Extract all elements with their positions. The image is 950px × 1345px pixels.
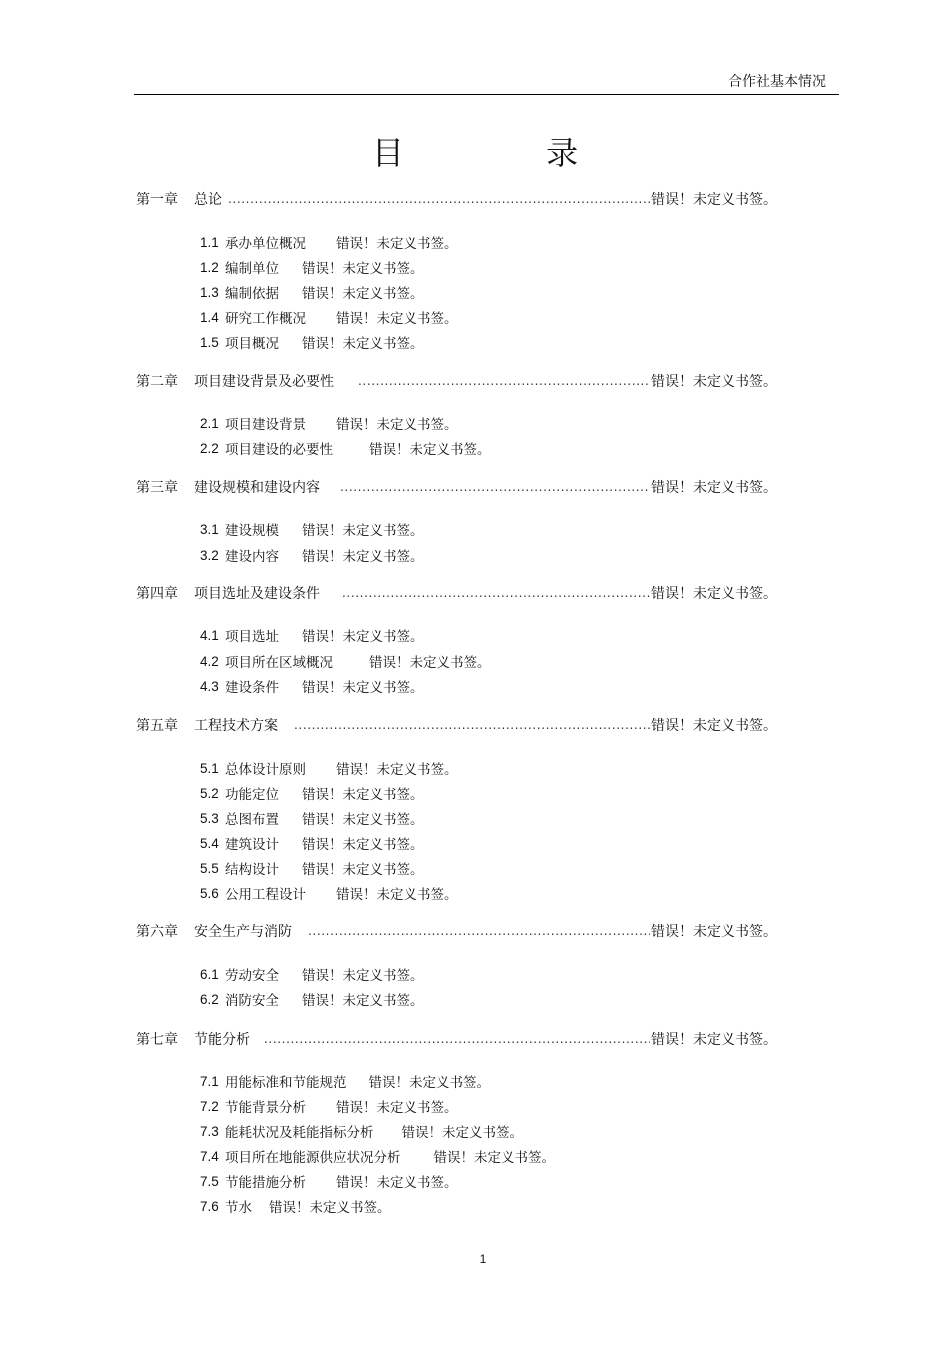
toc-section-row[interactable] [200,545,424,565]
section-page-ref: 错误！未定义书签。 [368,1075,490,1091]
section-title: 能耗状况及耗能指标分析 [225,1125,374,1141]
section-page-ref: 错误！未定义书签。 [302,680,424,696]
section-title: 总图布置 [225,812,279,828]
toc-chapter-row[interactable] [136,1028,777,1050]
section-number: 7.5 [200,1173,219,1189]
section-page-ref: 错误！未定义书签。 [302,968,424,984]
toc-section-row[interactable] [200,758,458,778]
section-page-ref: 错误！未定义书签。 [302,837,424,853]
toc-section-row[interactable] [200,1196,391,1216]
dot-leader [264,1031,650,1047]
section-number: 7.6 [200,1198,219,1214]
dot-leader [308,923,650,939]
section-page-ref: 错误！未定义书签。 [302,862,424,878]
chapter-title: 安全生产与消防 [194,924,292,940]
section-title: 项目概况 [225,336,279,352]
toc-section-row[interactable] [200,808,424,828]
chapter-number: 第七章 [136,1032,178,1048]
chapter-title: 总论 [194,192,222,208]
chapter-title: 项目选址及建设条件 [194,586,320,602]
toc-chapter-row[interactable] [136,188,777,210]
section-title: 消防安全 [225,993,279,1009]
toc-section-row[interactable] [200,413,458,433]
section-number: 5.1 [200,760,219,776]
section-title: 项目选址 [225,629,279,645]
section-page-ref: 错误！未定义书签。 [336,1100,458,1116]
section-number: 5.3 [200,810,219,826]
section-page-ref: 错误！未定义书签。 [433,1150,555,1166]
section-number: 4.2 [200,653,219,669]
section-page-ref: 错误！未定义书签。 [302,261,424,277]
section-number: 5.6 [200,885,219,901]
dot-leader [342,585,650,601]
section-number: 4.1 [200,627,219,643]
chapter-title: 建设规模和建设内容 [194,480,320,496]
section-page-ref: 错误！未定义书签。 [302,812,424,828]
toc-section-row[interactable] [200,989,424,1009]
toc-chapter-row[interactable] [136,370,777,392]
toc-section-row[interactable] [200,282,424,302]
section-page-ref: 错误！未定义书签。 [336,887,458,903]
section-title: 功能定位 [225,787,279,803]
section-page-ref: 错误！未定义书签。 [269,1200,391,1216]
chapter-title: 项目建设背景及必要性 [194,374,334,390]
section-page-ref: 错误！未定义书签。 [336,762,458,778]
dot-leader [228,191,650,207]
toc-section-row[interactable] [200,676,424,696]
section-number: 1.2 [200,259,219,275]
chapter-title: 工程技术方案 [194,718,278,734]
section-title: 承办单位概况 [225,236,306,252]
toc-section-row[interactable] [200,883,458,903]
toc-section-row[interactable] [200,232,458,252]
section-page-ref: 错误！未定义书签。 [302,629,424,645]
section-number: 2.1 [200,415,219,431]
section-page-ref: 错误！未定义书签。 [401,1125,523,1141]
toc-section-row[interactable] [200,1121,523,1141]
chapter-page-ref: 错误！未定义书签。 [651,192,777,208]
section-title: 项目建设背景 [225,417,306,433]
dot-leader [358,373,650,389]
section-title: 结构设计 [225,862,279,878]
toc-chapter-row[interactable] [136,476,777,498]
section-number: 6.1 [200,966,219,982]
section-title: 项目所在地能源供应状况分析 [225,1150,401,1166]
chapter-page-ref: 错误！未定义书签。 [651,586,777,602]
section-title: 建设规模 [225,523,279,539]
chapter-title: 节能分析 [194,1032,250,1048]
toc-section-row[interactable] [200,1171,458,1191]
toc-section-row[interactable] [200,651,491,671]
chapter-number: 第三章 [136,480,178,496]
toc-section-row[interactable] [200,257,424,277]
section-number: 5.5 [200,860,219,876]
chapter-number: 第一章 [136,192,178,208]
toc-chapter-row[interactable] [136,582,777,604]
section-number: 4.3 [200,678,219,694]
section-page-ref: 错误！未定义书签。 [302,286,424,302]
section-title: 节能措施分析 [225,1175,306,1191]
section-page-ref: 错误！未定义书签。 [302,523,424,539]
section-page-ref: 错误！未定义书签。 [336,236,458,252]
section-title: 节水 [225,1200,252,1216]
section-title: 建设条件 [225,680,279,696]
chapter-number: 第六章 [136,924,178,940]
section-page-ref: 错误！未定义书签。 [302,549,424,565]
section-number: 6.2 [200,991,219,1007]
section-title: 编制单位 [225,261,279,277]
section-number: 3.1 [200,521,219,537]
section-title: 节能背景分析 [225,1100,306,1116]
section-page-ref: 错误！未定义书签。 [369,442,491,458]
toc-section-row[interactable] [200,858,424,878]
section-page-ref: 错误！未定义书签。 [336,1175,458,1191]
section-number: 7.3 [200,1123,219,1139]
section-page-ref: 错误！未定义书签。 [369,655,491,671]
section-title: 公用工程设计 [225,887,306,903]
section-title: 总体设计原则 [225,762,306,778]
chapter-page-ref: 错误！未定义书签。 [651,374,777,390]
chapter-number: 第二章 [136,374,178,390]
chapter-number: 第四章 [136,586,178,602]
section-title: 项目所在区域概况 [225,655,333,671]
section-number: 5.2 [200,785,219,801]
toc-section-row[interactable] [200,625,424,645]
section-page-ref: 错误！未定义书签。 [302,787,424,803]
dot-leader [340,479,650,495]
section-title: 编制依据 [225,286,279,302]
toc-section-row[interactable] [200,332,424,352]
chapter-number: 第五章 [136,718,178,734]
toc-section-row[interactable] [200,783,424,803]
toc-section-row[interactable] [200,833,424,853]
section-number: 1.5 [200,334,219,350]
toc-chapter-row[interactable] [136,920,777,942]
section-number: 2.2 [200,440,219,456]
section-page-ref: 错误！未定义书签。 [302,336,424,352]
section-title: 用能标准和节能规范 [225,1075,347,1091]
section-number: 5.4 [200,835,219,851]
section-title: 建设内容 [225,549,279,565]
toc-title: 目 录 [371,134,645,172]
header-rule [134,94,839,95]
section-number: 7.2 [200,1098,219,1114]
chapter-page-ref: 错误！未定义书签。 [651,924,777,940]
chapter-page-ref: 错误！未定义书签。 [651,1032,777,1048]
toc-chapter-row[interactable] [136,714,777,736]
toc-section-row[interactable] [200,1146,555,1166]
section-title: 建筑设计 [225,837,279,853]
section-title: 项目建设的必要性 [225,442,333,458]
toc-section-row[interactable] [200,519,424,539]
section-title: 研究工作概况 [225,311,306,327]
toc-section-row[interactable] [200,964,424,984]
section-title: 劳动安全 [225,968,279,984]
section-page-ref: 错误！未定义书签。 [336,311,458,327]
toc-section-row[interactable] [200,438,491,458]
toc-section-row[interactable] [200,307,458,327]
section-number: 3.2 [200,547,219,563]
toc-section-row[interactable] [200,1071,490,1091]
section-number: 1.1 [200,234,219,250]
section-number: 1.4 [200,309,219,325]
page-number: 1 [479,1252,487,1266]
toc-section-row[interactable] [200,1096,458,1116]
section-number: 1.3 [200,284,219,300]
header-text: 合作社基本情况 [728,74,826,90]
section-number: 7.4 [200,1148,219,1164]
dot-leader [294,717,650,733]
section-page-ref: 错误！未定义书签。 [302,993,424,1009]
chapter-page-ref: 错误！未定义书签。 [651,718,777,734]
section-page-ref: 错误！未定义书签。 [336,417,458,433]
section-number: 7.1 [200,1073,219,1089]
chapter-page-ref: 错误！未定义书签。 [651,480,777,496]
